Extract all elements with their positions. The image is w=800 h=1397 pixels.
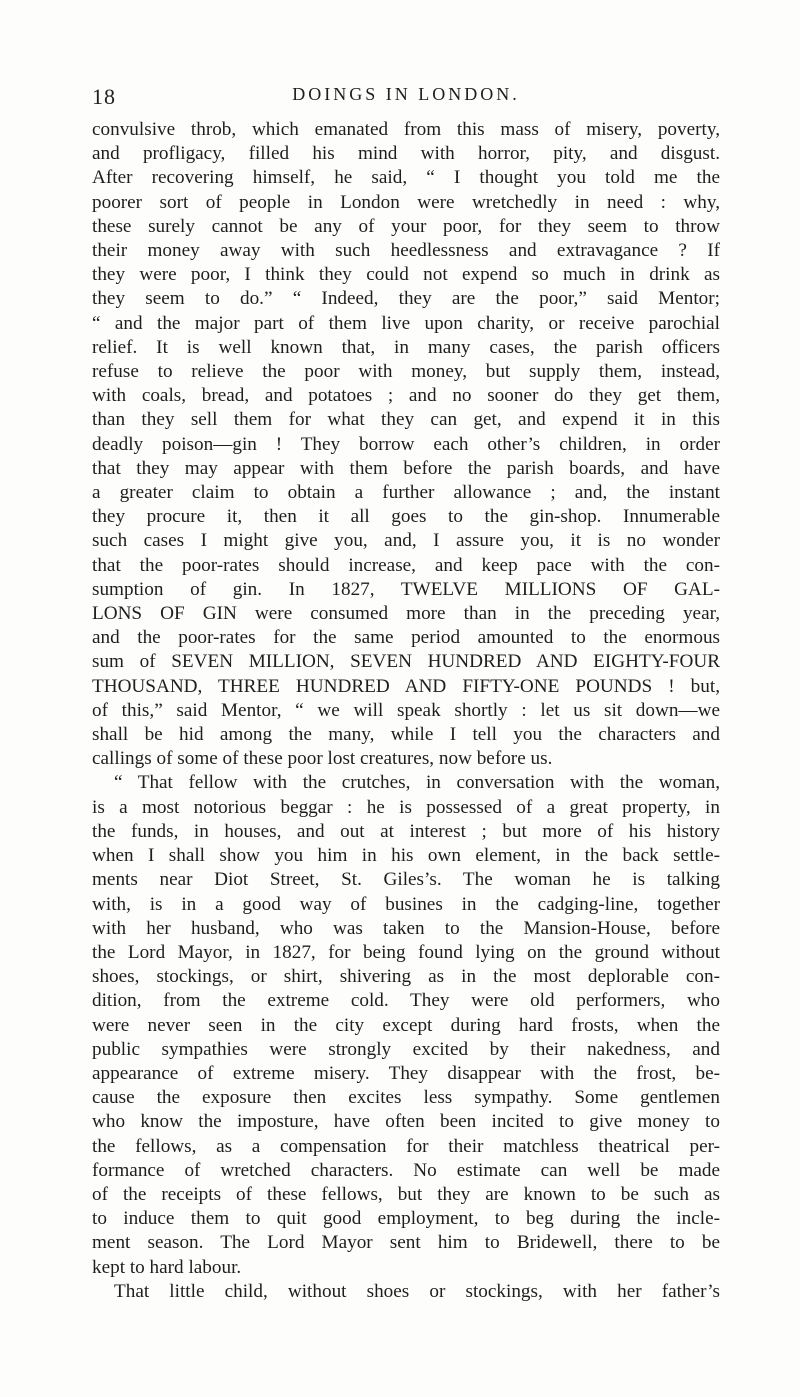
page-header <box>92 84 720 112</box>
text-line: the fellows, as a compensation for their matchless theatrical per- <box>92 1135 720 1157</box>
text-line: appearance of extreme misery. They disappear with the frost, be- <box>92 1062 720 1084</box>
text-line: After recovering himself, he said, “ I thought you told me the <box>92 167 720 189</box>
body-text <box>92 118 720 1304</box>
running-head: DOINGS IN LONDON. <box>292 84 520 104</box>
text-line: shoes, stockings, or shirt, shivering as in the most deplorable con- <box>92 966 720 988</box>
text-line: LONS OF GIN were consumed more than in the preceding year, <box>92 603 720 625</box>
text-line: with, is in a good way of busines in the cadging-line, together <box>92 893 720 915</box>
text-line: That little child, without shoes or stockings, with her father’s <box>114 1280 720 1302</box>
text-line: these surely cannot be any of your poor, for they seem to throw <box>92 215 720 237</box>
text-line: they were poor, I think they could not expend so much in drink as <box>92 264 720 286</box>
text-line: than they sell them for what they can get, and expend it in this <box>92 409 720 431</box>
text-line: ment season. The Lord Mayor sent him to Bridewell, there to be <box>92 1232 720 1254</box>
text-line: cause the exposure then excites less sympathy. Some gentlemen <box>92 1087 720 1109</box>
text-line: relief. It is well known that, in many cases, the parish officers <box>92 336 720 358</box>
text-line: they procure it, then it all goes to the gin-shop. Innumerable <box>92 506 720 528</box>
text-line: that the poor-rates should increase, and keep pace with the con- <box>92 554 720 576</box>
text-line: the funds, in houses, and out at interest ; but more of his history <box>92 820 720 842</box>
text-line: public sympathies were strongly excited by their nakedness, and <box>92 1038 720 1060</box>
text-line: formance of wretched characters. No estimate can well be made <box>92 1159 720 1181</box>
text-line: of this,” said Mentor, “ we will speak shortly : let us sit down—we <box>92 699 720 721</box>
text-line: their money away with such heedlessness and extravagance ? If <box>92 240 720 262</box>
text-line: the Lord Mayor, in 1827, for being found lying on the ground without <box>92 941 720 963</box>
text-line: that they may appear with them before the parish boards, and have <box>92 457 720 479</box>
text-line: deadly poison—gin ! They borrow each other’s children, in order <box>92 433 720 455</box>
text-line: such cases I might give you, and, I assure you, it is no wonder <box>92 530 720 552</box>
text-line: were never seen in the city except during hard frosts, when the <box>92 1014 720 1036</box>
text-line: of the receipts of these fellows, but they are known to be such as <box>92 1183 720 1205</box>
text-line: is a most notorious beggar : he is possessed of a great property, in <box>92 796 720 818</box>
text-line: who know the imposture, have often been incited to give money to <box>92 1111 720 1133</box>
text-line: “ That fellow with the crutches, in conversation with the woman, <box>114 772 720 794</box>
text-line: convulsive throb, which emanated from this mass of misery, poverty, <box>92 119 720 140</box>
text-line: kept to hard labour. <box>92 1256 242 1278</box>
text-line: callings of some of these poor lost creatures, now before us. <box>92 748 553 770</box>
text-line: dition, from the extreme cold. They were old performers, who <box>92 990 720 1012</box>
text-line: refuse to relieve the poor with money, but supply them, instead, <box>92 361 720 383</box>
text-line: with her husband, who was taken to the Mansion-House, before <box>92 917 720 939</box>
text-line: a greater claim to obtain a further allowance ; and, the instant <box>92 482 720 504</box>
text-line: when I shall show you him in his own element, in the back settle- <box>92 845 720 867</box>
page-number: 18 <box>92 84 116 109</box>
text-line: ments near Diot Street, St. Giles’s. The woman he is talking <box>92 869 720 891</box>
text-line: sumption of gin. In 1827, TWELVE MILLIONS OF GAL- <box>92 578 720 600</box>
text-line: “ and the major part of them live upon charity, or receive parochial <box>92 312 720 334</box>
text-line: shall be hid among the many, while I tell you the characters and <box>92 724 720 746</box>
text-line: THOUSAND, THREE HUNDRED AND FIFTY-ONE POUNDS ! but, <box>92 675 720 697</box>
text-line: with coals, bread, and potatoes ; and no sooner do they get them, <box>92 385 720 407</box>
text-line: poorer sort of people in London were wretchedly in need : why, <box>92 191 720 213</box>
text-line: and the poor-rates for the same period amounted to the enormous <box>92 627 720 649</box>
text-line: sum of SEVEN MILLION, SEVEN HUNDRED AND EIGHTY-FOUR <box>92 651 720 673</box>
text-line: and profligacy, filled his mind with horror, pity, and disgust. <box>92 143 720 165</box>
text-line: to induce them to quit good employment, to beg during the incle- <box>92 1208 720 1230</box>
text-line: they seem to do.” “ Indeed, they are the poor,” said Mentor; <box>92 288 720 310</box>
